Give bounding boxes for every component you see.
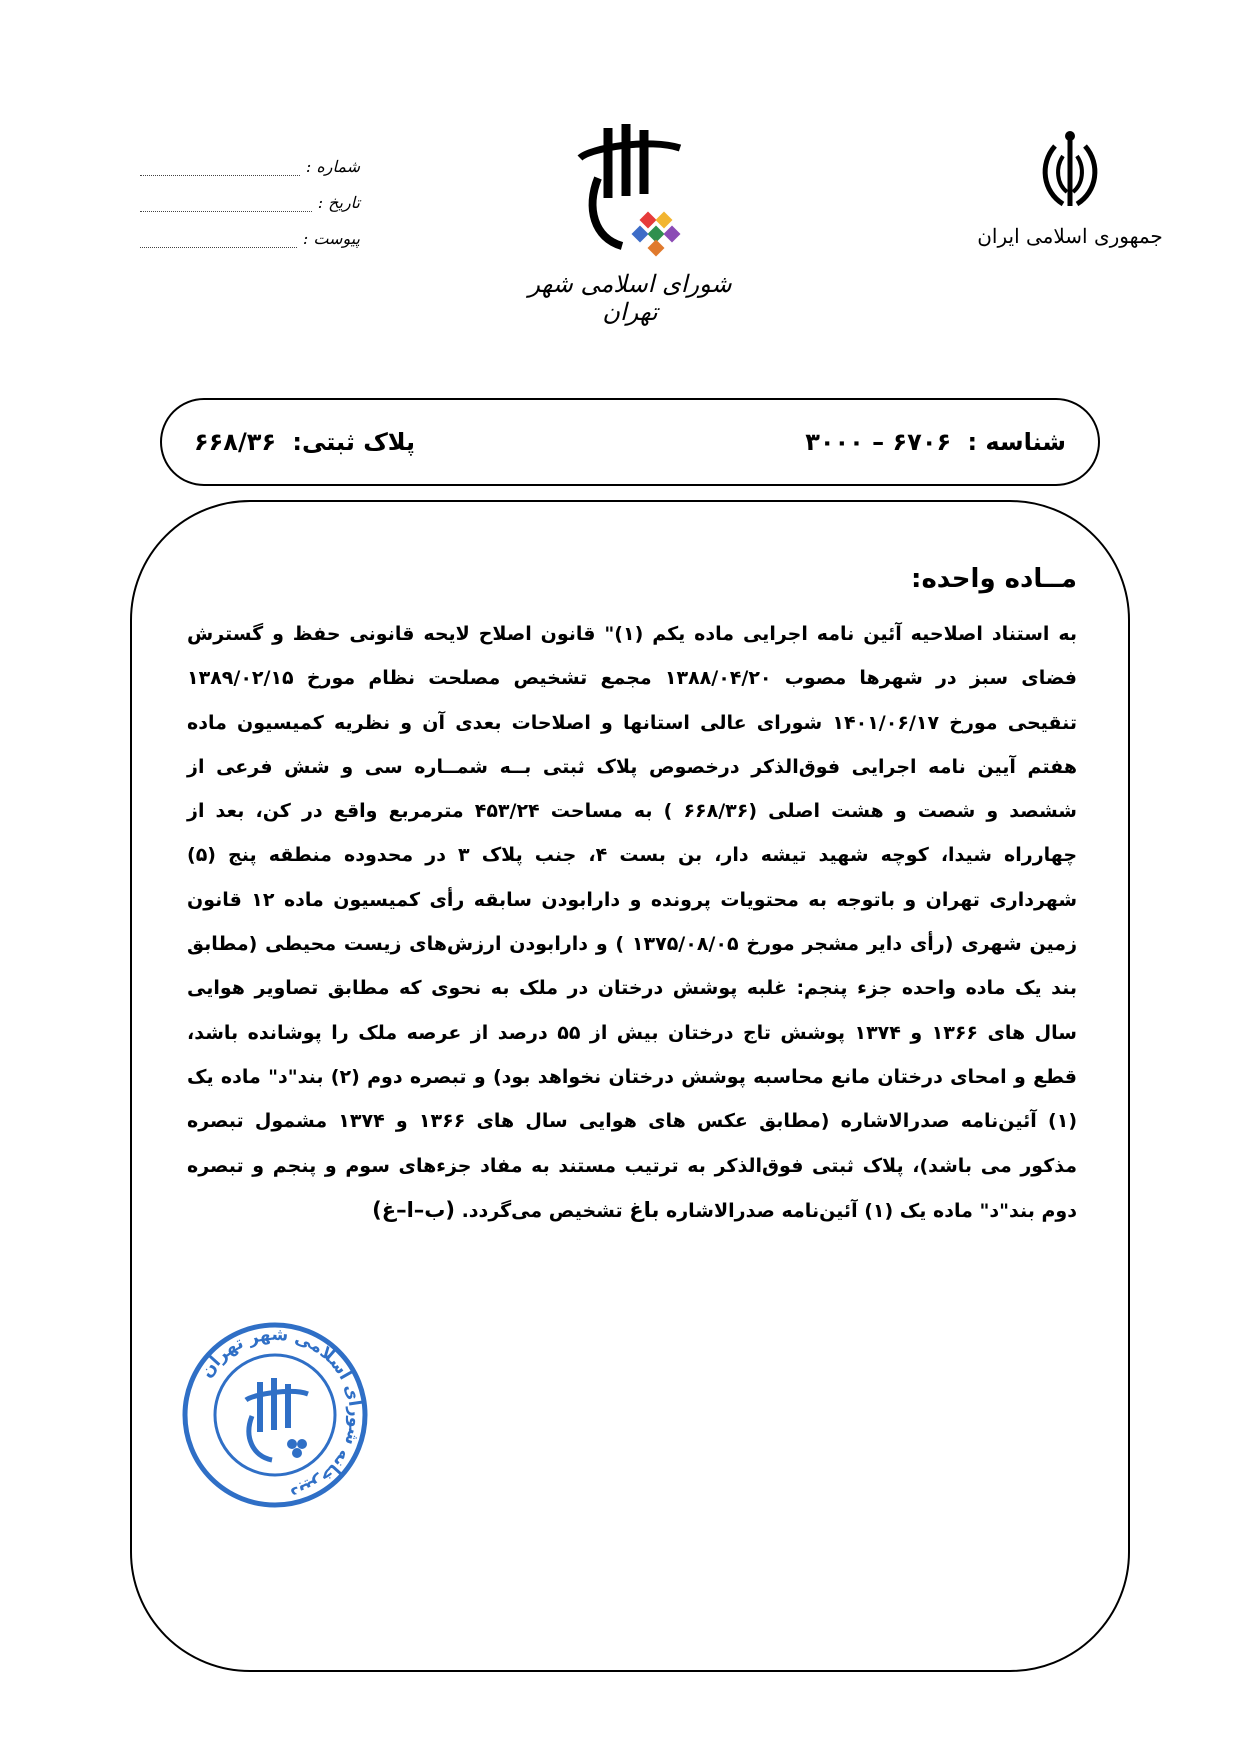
meta-date-row [140, 176, 360, 212]
record-id-label: شناسه : [967, 428, 1066, 456]
stamp-seal-icon [180, 1320, 370, 1510]
meta-number-dots [140, 161, 300, 176]
stamp-text: دبیرخانه شورای اسلامی شهر تهران [196, 1324, 366, 1504]
article-heading: مــاده واحده: [911, 564, 1077, 594]
iran-emblem-block [975, 128, 1165, 248]
record-id-value: ۶۷۰۶ – ۳۰۰۰ [805, 428, 952, 456]
article-body-text: به استناد اصلاحیه آئین نامه اجرایی ماده یکم (۱)" قانون اصلاح لایحه قانونی حفظ و گسترش فضای سبز در شهرها مصوب ۱۳۸۸/۰۴/۲۰ مجمع تشخیص مصلحت نظام مورخ ۱۳۸۹/۰۲/۱۵ تنقیحی مورخ ۱۴۰۱/۰۶/۱۷ شورای عالی استانها و اصلاحات بعدی آن و نظریه کمیسیون ماده هفتم آیین نامه اجرایی فوق‌الذکر درخصوص پلاک ثبتی بــه شمــاره سی و شش فرعی از ششصد و شصت و هشت اصلی (۶۶۸/۳۶ ) به مساحت ۴۵۳/۲۴ مترمربع واقع در کن، بعد از چهارراه شیدا، کوچه شهید تیشه دار، بن بست ۴، جنب پلاک ۳ در محدوده منطقه پنج (۵) شهرداری تهران و باتوجه به محتویات پرونده و دارابودن سابقه رأی کمیسیون ماده ۱۲ قانون زمین شهری (رأی دایر مشجر مورخ ۱۳۷۵/۰۸/۰۵ ) و دارابودن ارزش‌های زیست محیطی (مطابق بند یک ماده واحده جزء پنجم: غلبه پوشش درختان در ملک به نحوی که مطابق تصاویر هوایی سال های ۱۳۶۶ و ۱۳۷۴ پوشش تاج درختان بیش از ۵۵ درصد از عرصه ملک را پوشانده باشد، قطع و امحای درختان مانع محاسبه پوشش درختان نخواهد بود) و تبصره دوم (۲) بند"د" ماده یک (۱) آئین‌نامه صدرالاشاره (مطابق عکس های هوایی سال های ۱۳۶۶ و ۱۳۷۴ مشمول تبصره مذکور می باشد)، پلاک ثبتی فوق‌الذکر به ترتیب مستند به مفاد جزءهای سوم و پنجم و تبصره دوم بند"د" ماده یک (۱) آئین‌نامه صدرالاشاره [187, 623, 1078, 1222]
meta-date-label: تاریخ : [317, 193, 360, 212]
article-code: (ب–ا–غ) [372, 1197, 455, 1222]
iran-emblem-icon [1025, 128, 1115, 218]
record-id-box [160, 398, 1100, 486]
article-content [187, 564, 1077, 1233]
meta-attachment-label: پیوست : [302, 229, 360, 248]
council-stamp [180, 1320, 370, 1510]
council-logo-block [525, 118, 735, 326]
letter-meta [140, 140, 360, 248]
article-tail: تشخیص می‌گردد. [461, 1199, 623, 1222]
record-plaque [190, 428, 419, 456]
meta-number-row [140, 140, 360, 176]
article-body [187, 612, 1077, 1233]
record-plaque-value: ۶۶۸/۳۶ [194, 428, 277, 456]
meta-attachment-dots [140, 233, 297, 248]
meta-date-dots [140, 197, 312, 212]
record-id [801, 428, 1070, 456]
article-decision-word: باغ [629, 1197, 660, 1222]
logo-caption: شورای اسلامی شهر تهران [528, 270, 732, 326]
record-plaque-label: پلاک ثبتی: [292, 428, 416, 456]
meta-number-label: شماره : [305, 157, 360, 176]
council-logo-icon [550, 118, 710, 268]
emblem-caption: جمهوری اسلامی ایران [977, 224, 1163, 248]
meta-attachment-row [140, 212, 360, 248]
